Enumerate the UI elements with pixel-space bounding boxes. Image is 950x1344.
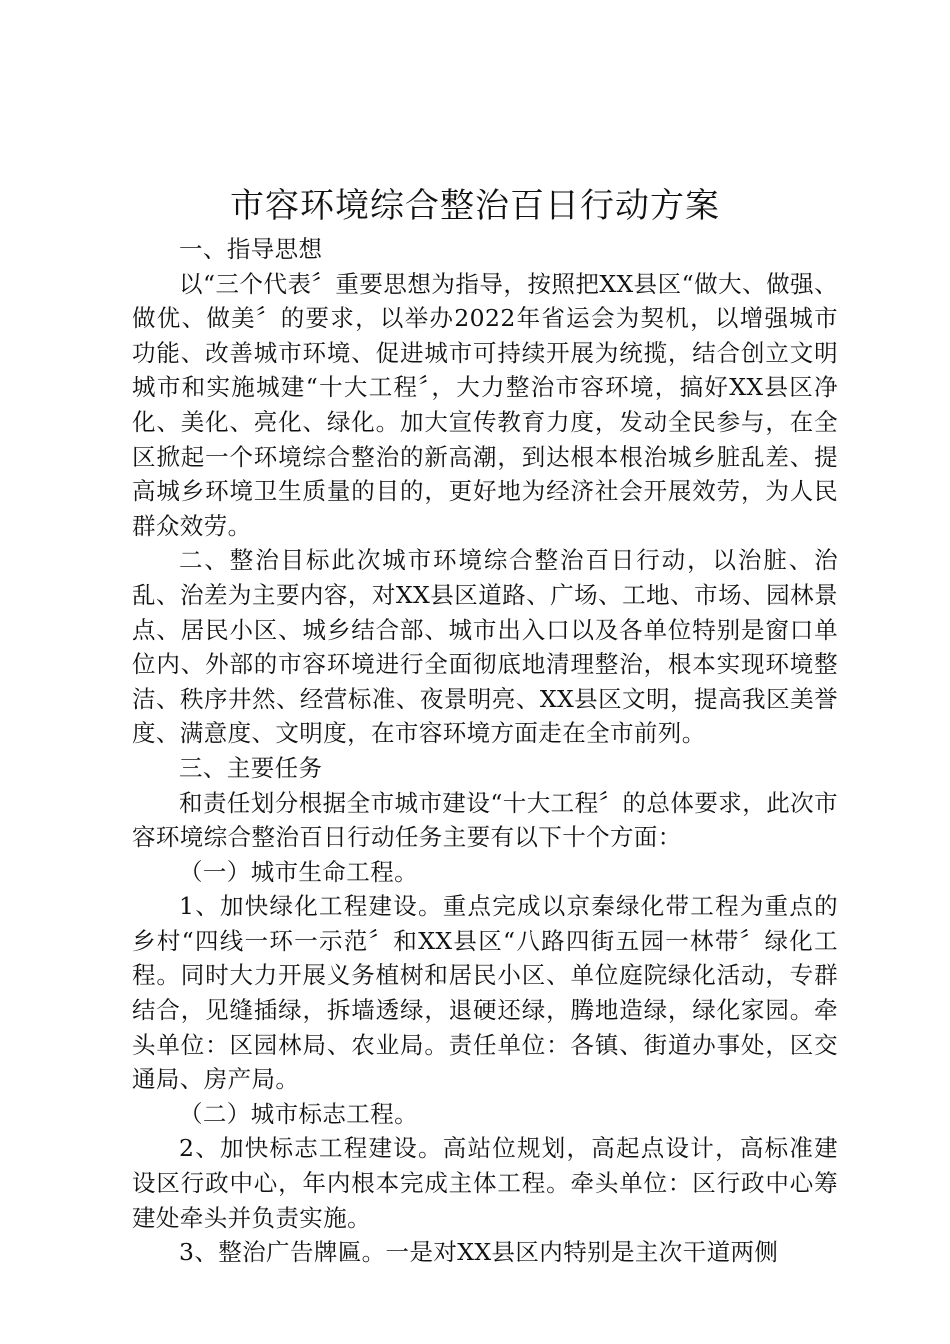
document-body [132, 232, 838, 1270]
paragraph-greening-project: 1、加快绿化工程建设。重点完成以京秦绿化带工程为重点的乡村“四线一环一示范〞和XX县区“八路四街五园一林带〞绿化工程。同时大力开展义务植树和居民小区、单位庭院绿化活动，专群结合，见缝插绿，拆墙透绿，退硬还绿，腾地造绿，绿化家园。牵头单位：区园林局、农业局。责任单位：各镇、街道办事处，区交通局、房产局。 [132, 892, 838, 1094]
paragraph-guiding-ideology: 以“三个代表〞重要思想为指导，按照把XX县区“做大、做强、做优、做美〞的要求，以举办2022年省运会为契机，以增强城市功能、改善城市环境、促进城市可持续开展为统揽，结合创立文明城市和实施城建“十大工程〞，大力整治市容环境，搞好XX县区净化、美化、亮化、绿化。加大宣传教育力度，发动全民参与，在全区掀起一个环境综合整治的新高潮，到达根本根治城乡脏乱差、提高城乡环境卫生质量的目的，更好地为经济社会开展效劳，为人民群众效劳。 [132, 269, 838, 540]
paragraph-billboard-remediation: 3、整治广告牌匾。一是对XX县区内特别是主次干道两侧 [179, 1238, 779, 1267]
paragraph-remediation-goals: 二、整治目标此次城市环境综合整治百日行动，以治脏、治乱、治差为主要内容，对XX县区道路、广场、工地、市场、园林景点、居民小区、城乡结合部、城市出入口以及各单位特别是窗口单位内、外部的市容环境进行全面彻底地清理整治，根本实现环境整洁、秩序井然、经营标准、夜景明亮、XX县区文明，提高我区美誉度、满意度、文明度，在市容环境方面走在全市前列。 [132, 546, 838, 748]
section-heading-main-tasks: 三、主要任务 [179, 753, 323, 782]
paragraph-landmark-project: 2、加快标志工程建设。高站位规划，高起点设计，高标准建设区行政中心，年内根本完成主体工程。牵头单位：区行政中心筹建处牵头并负责实施。 [132, 1134, 838, 1232]
paragraph-task-overview: 和责任划分根据全市城市建设“十大工程〞的总体要求，此次市容环境综合整治百日行动任务主要有以下十个方面： [132, 788, 838, 852]
subheading-city-landmark-project: （二）城市标志工程。 [179, 1099, 418, 1128]
document-title: 市容环境综合整治百日行动方案 [230, 186, 720, 226]
subheading-city-life-project: （一）城市生命工程。 [179, 857, 418, 886]
section-heading-guiding-ideology: 一、指导思想 [179, 235, 323, 263]
